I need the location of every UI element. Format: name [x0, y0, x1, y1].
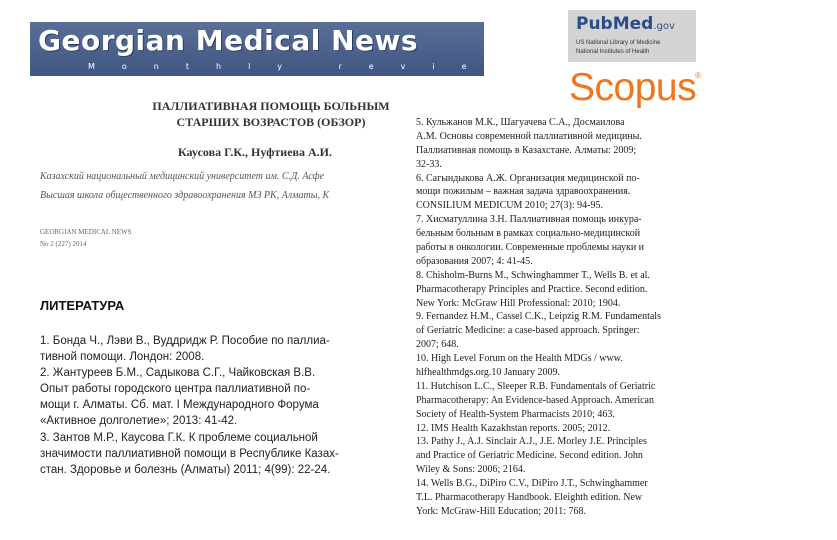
reference-line: and Practice of Geriatric Medicine. Second edition. John [416, 450, 643, 462]
journal-subtitle: Monthly reviewed journal [88, 62, 837, 71]
reference-line: 9. Fernandez H.M., Cassel C.K., Leipzig R.M. Fundamentals [416, 311, 661, 323]
references-heading: ЛИТЕРАТУРА [40, 298, 125, 313]
article-affiliation-line-2: Высшая школа общественного здравоохранения МЗ РК, Алматы, К [40, 190, 330, 201]
pubmed-caption-nih: National Institutes of Health [576, 49, 650, 55]
scopus-logo: Scopus [569, 66, 697, 109]
reference-line: Pharmacotherapy Principles and Practice. Second edition. [416, 283, 648, 295]
reference-line: 6. Сагындыкова А.Ж. Организация медицинской по- [416, 172, 640, 184]
article-affiliation-line-1: Казахский национальный медицинский университет им. С.Д. Асфе [40, 171, 325, 182]
reference-line: of Geriatric Medicine: a case-based approach. Springer: [416, 325, 640, 337]
reference-line: Паллиативная помощь в Казахстане. Алматы: 2009; [416, 144, 637, 156]
reference-line: 3. Зантов М.Р., Каусова Г.К. К проблеме социальной [40, 431, 318, 444]
reference-line: мощи г. Алматы. Сб. мат. I Международного Форума [40, 399, 319, 412]
pubmed-caption-nlm: US National Library of Medicine [576, 40, 661, 46]
reference-line: 1. Бонда Ч., Лэви В., Вуддридж Р. Пособие по паллиа- [40, 335, 330, 347]
reference-line: 32-33. [416, 158, 442, 170]
article-authors: Каусова Г.К., Нуфтиева А.И. [178, 145, 333, 159]
reference-line: А.М. Основы современной паллиативной медицины. [416, 130, 642, 142]
reference-line: T.L. Pharmacotherapy Handbook. Eleighth edition. New [416, 492, 643, 504]
reference-line: образования 2007; 4: 41-45. [416, 255, 533, 267]
reference-line: «Активное долголетие»; 2013: 41-42. [40, 415, 238, 428]
reference-line: тивной помощи. Лондон: 2008. [40, 351, 205, 364]
pubmed-logo-gov: .gov [653, 21, 675, 32]
reference-line: Опыт работы городского центра паллиативной по- [40, 383, 311, 396]
reference-line: Wiley & Sons: 2006; 2164. [416, 464, 526, 476]
reference-line: мощи пожилым – важная задача здравоохранения. [416, 186, 631, 198]
reference-line: 2007; 648. [416, 339, 459, 351]
reference-line: 14. Wells B.G., DiPiro C.V., DiPiro J.T., Schwinghammer [416, 478, 648, 490]
reference-line: 13. Pathy J., A.J. Sinclair A.J., J.E. Morley J.E. Principles [416, 436, 647, 448]
reference-line: работы в онкологии. Современные проблемы науки и [416, 242, 645, 254]
reference-line: 11. Hutchison L.C., Sleeper R.B. Fundamentals of Geriatric [416, 380, 656, 392]
reference-line: New York: McGraw Hill Professional: 2010; 1904. [416, 297, 621, 309]
reference-line: 7. Хисматуллина З.Н. Паллиативная помощь инкура- [416, 214, 642, 226]
reference-line: 8. Chisholm-Burns M., Schwinghammer T., Wells B. et al. [416, 269, 650, 281]
pubmed-logo-text: PubMed [576, 14, 654, 34]
journal-issue-number: No 2 (227) 2014 [40, 240, 87, 248]
reference-line: CONSILIUM MEDICUM 2010; 27(3): 94-95. [416, 200, 603, 212]
reference-line: Society of Health-System Pharmacists 2010; 463. [416, 408, 615, 420]
reference-line: 2. Жантуреев Б.М., Садыкова С.Г., Чайковская В.В. [40, 367, 316, 380]
journal-issue-name: GEORGIAN MEDICAL NEWS [40, 228, 132, 236]
scopus-registered-mark: ® [695, 71, 701, 80]
reference-line: 12. IMS Health Kazakhstan reports. 2005; 2012. [416, 422, 611, 434]
pubmed-logo [568, 10, 696, 62]
left-references-list [40, 333, 368, 478]
reference-line: 10. High Level Forum on the Health MDGs / www. [416, 353, 623, 365]
reference-line: 5. Кульжанов М.К., Шагуачева С.А., Досмаилова [416, 117, 625, 128]
reference-line: Pharmacotherapy: An Evidence-based Approach. American [416, 394, 654, 406]
reference-line: стан. Здоровье и болезнь (Алматы) 2011; 4(99): 22-24. [40, 463, 331, 476]
reference-line: значимости паллиативной помощи в Республике Казах- [40, 447, 339, 460]
reference-line: York: McGraw-Hill Education; 2011: 768. [416, 505, 586, 517]
reference-line: hlfhealthmdgs.org.10 January 2009. [416, 367, 560, 379]
article-title-line-2: СТАРШИХ ВОЗРАСТОВ (ОБЗОР) [176, 115, 366, 129]
reference-line: бельным больным в рамках социально-медицинской [416, 228, 641, 240]
right-references-list [416, 116, 682, 528]
journal-title: Georgian Medical News [38, 24, 419, 57]
article-title-line-1: ПАЛЛИАТИВНАЯ ПОМОЩЬ БОЛЬНЫМ [152, 99, 390, 113]
